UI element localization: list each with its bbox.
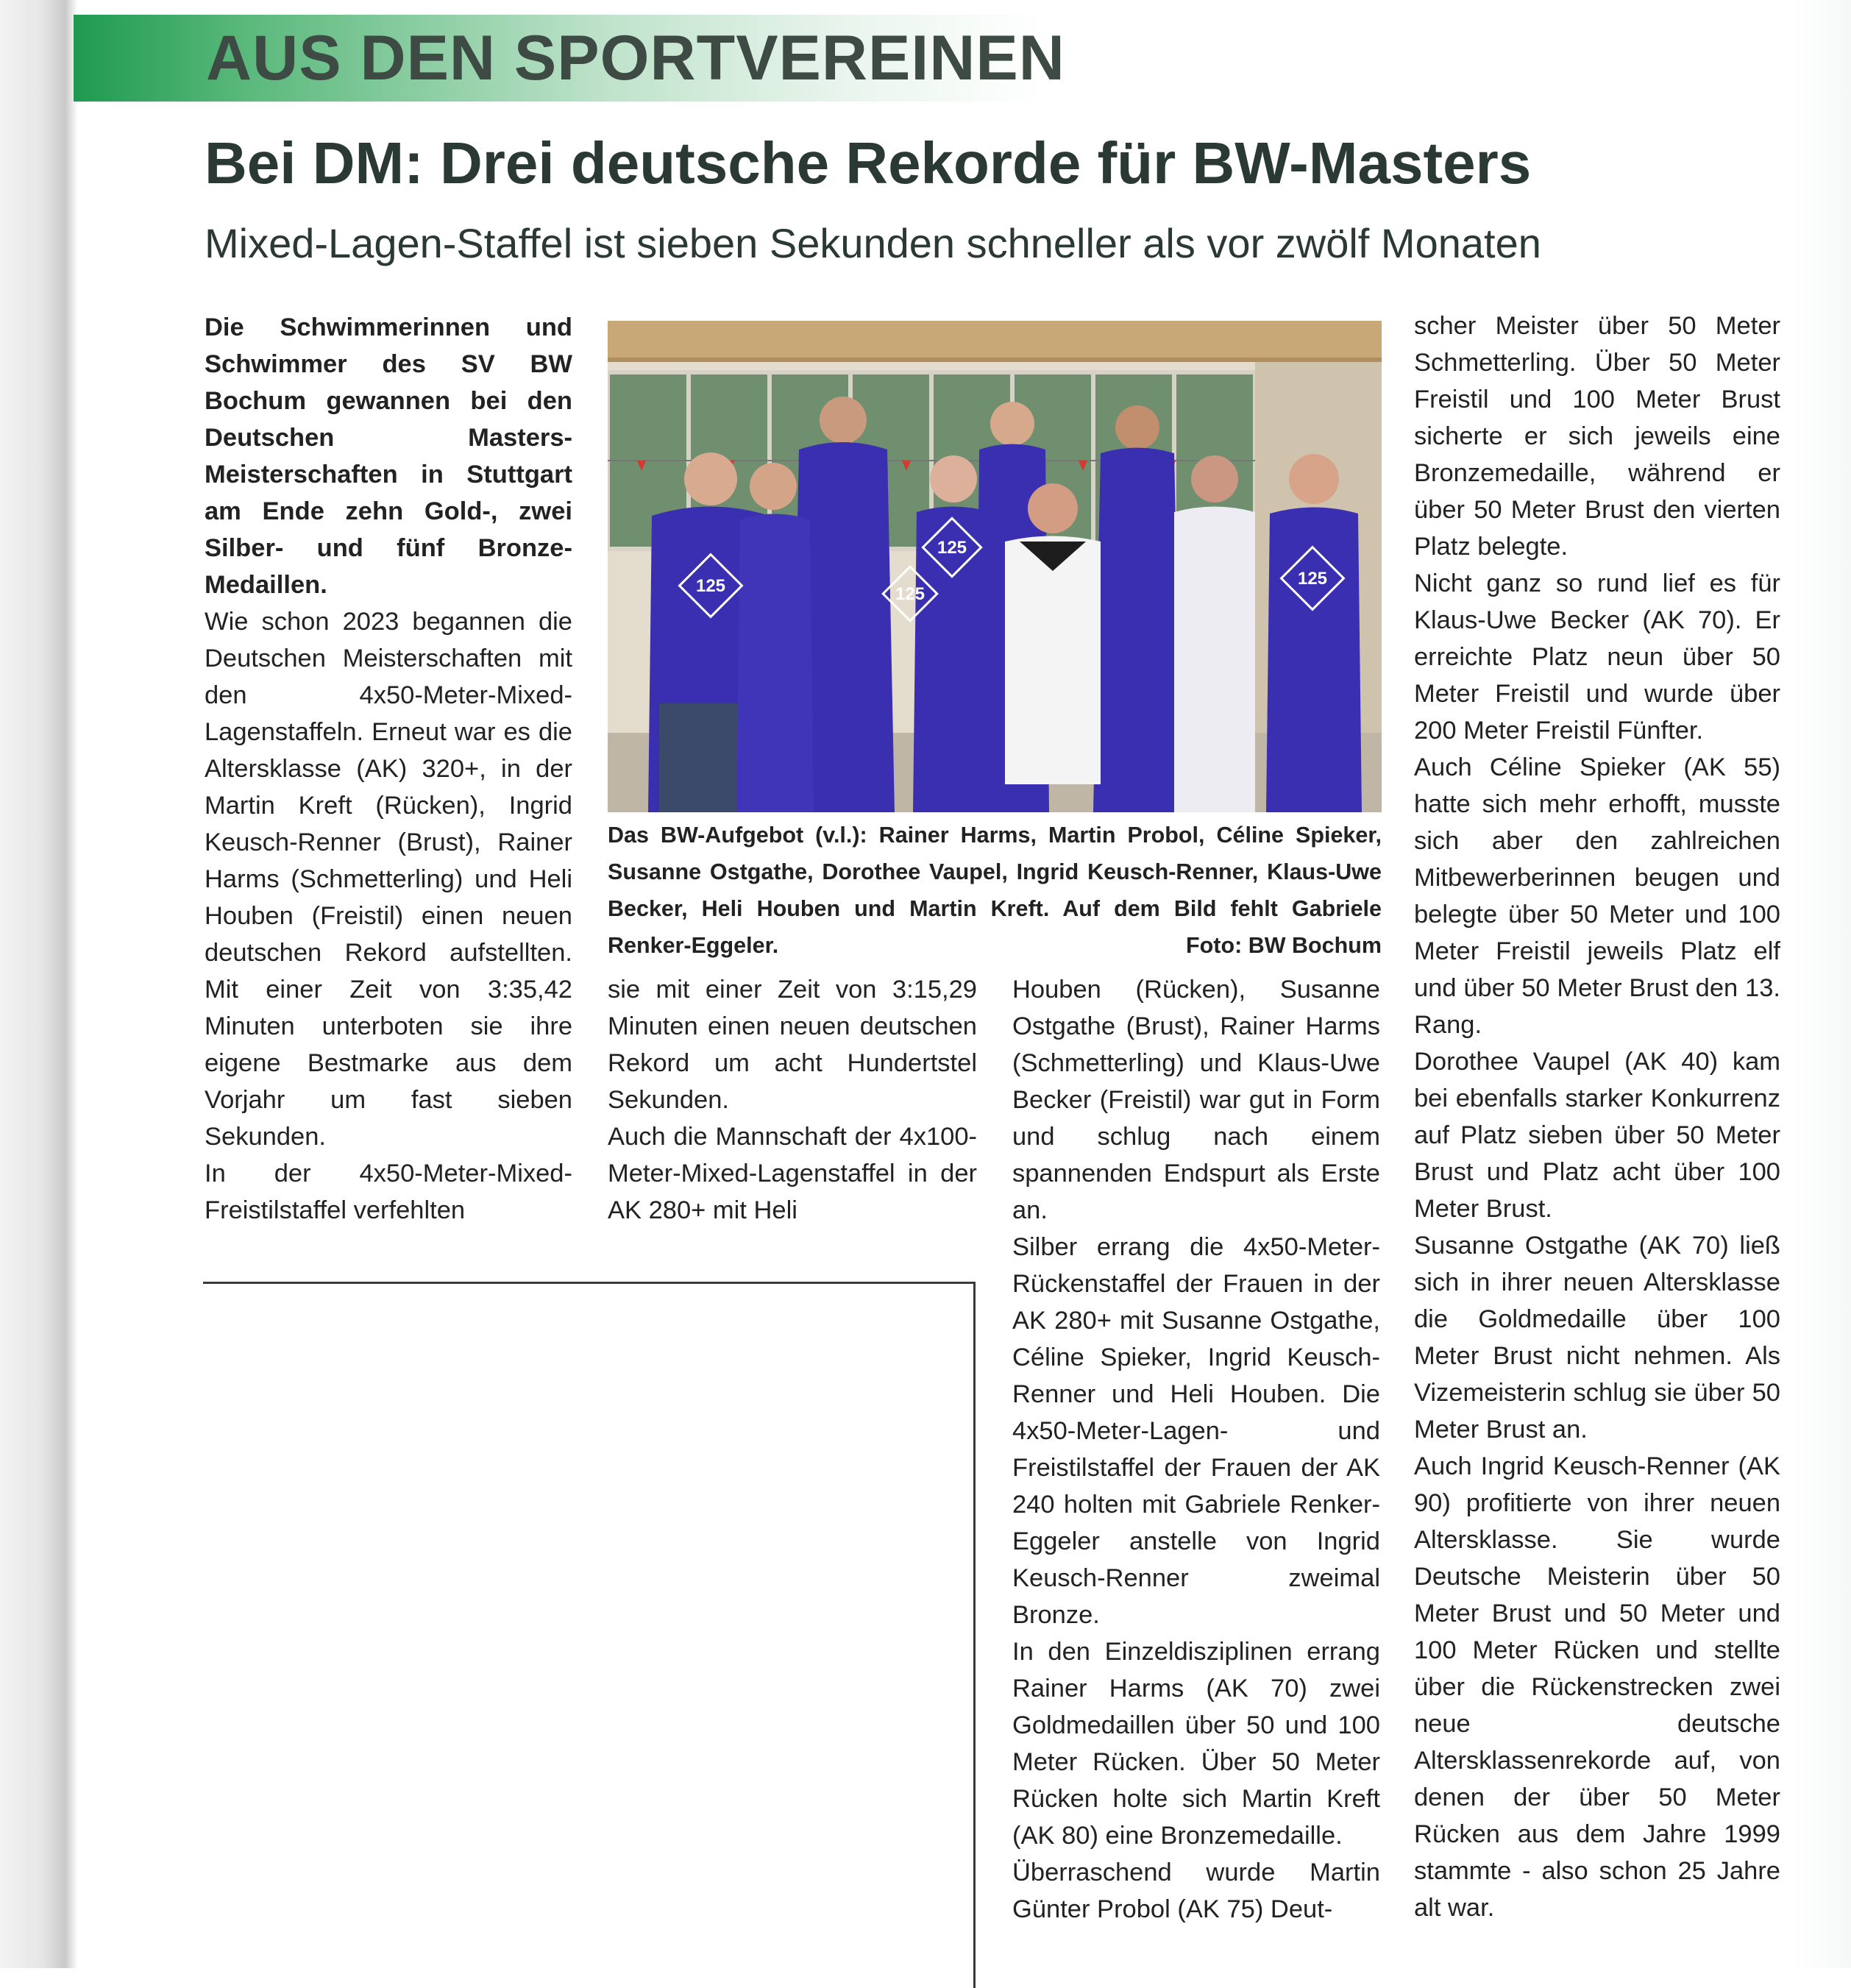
section-title: AUS DEN SPORTVEREINEN [206, 23, 1065, 93]
body-paragraph: Auch Ingrid Keusch-Renner (AK 90) profitierte von ihrer neuen Altersklasse. Sie wurde Deutsche Meisterin über 50 Meter Brust und 50 Meter und 100 Meter Rücken und stellte über die Rückenstrecken zwei neue deutsche Altersklassenrekorde auf, von denen der über 50 Meter Rücken aus dem Jahre 1999 stammte - also schon 25 Jahre alt war. [1414, 1452, 1780, 1922]
team-photo-illustration [608, 321, 1382, 812]
body-paragraph: Dorothee Vaupel (AK 40) kam bei ebenfalls starker Konkurrenz auf Platz sieben über 50 Meter Brust und Platz acht über 100 Meter Brust. [1414, 1048, 1780, 1223]
shirt-logo-text: 125 [895, 584, 926, 604]
article-headline: Bei DM: Drei deutsche Rekorde für BW-Masters [205, 130, 1532, 196]
shirt-logo-text: 125 [1297, 569, 1328, 589]
body-paragraph: sie mit einer Zeit von 3:15,29 Minuten einen neuen deutschen Rekord um acht Hundertstel Sekunden. [608, 976, 977, 1114]
caption-text: Das BW-Aufgebot (v.l.): Rainer Harms, Martin Probol, Céline Spieker, Susanne Ostgathe, Dorothee Vaupel, Ingrid Keusch-Renner, Klaus-Uwe Becker, Heli Houben und Martin Kreft. Auf dem Bild fehlt Gabriele Renker-Eggeler. [608, 823, 1382, 958]
team-photo [608, 321, 1382, 812]
body-paragraph: Auch Céline Spieker (AK 55) hatte sich mehr erhofft, musste sich aber den zahlreichen Mitbewerberinnen beugen und belegte über 50 Meter und 100 Meter Freistil jeweils Platz elf und über 50 Meter Brust den 13. Rang. [1414, 753, 1780, 1039]
body-paragraph: In der 4x50-Meter-Mixed-Freistilstaffel verfehlten [205, 1160, 572, 1224]
article-column-2 [608, 971, 977, 1229]
photo-caption [608, 817, 1382, 964]
body-paragraph: Auch die Mannschaft der 4x100-Meter-Mixed-Lagenstaffel in der AK 280+ mit Heli [608, 1123, 977, 1224]
body-paragraph: Silber errang die 4x50-Meter-Rückenstaffel der Frauen in der AK 280+ mit Susanne Ostgathe, Céline Spieker, Ingrid Keusch-Renner und Heli Houben. Die 4x50-Meter-Lagen- und Freistilstaffel der Frauen der AK 240 holten mit Gabriele Renker-Eggeler anstelle von Ingrid Keusch-Renner zweimal Bronze. [1012, 1233, 1380, 1629]
body-paragraph: Susanne Ostgathe (AK 70) ließ sich in ihrer neuen Altersklasse die Goldmedaille über 100 Meter Brust nicht nehmen. Als Vizemeisterin schlug sie über 50 Meter Brust an. [1414, 1232, 1780, 1444]
article-column-1 [205, 309, 572, 1229]
body-paragraph: Houben (Rücken), Susanne Ostgathe (Brust), Rainer Harms (Schmetterling) und Klaus-Uwe Becker (Freistil) war gut in Form und schlug nach einem spannenden Endspurt als Erste an. [1012, 976, 1380, 1224]
body-paragraph: In den Einzeldisziplinen errang Rainer Harms (AK 70) zwei Goldmedaillen über 50 und 100 Meter Rücken. Über 50 Meter Rücken holte sich Martin Kreft (AK 80) eine Bronzemedaille. [1012, 1638, 1380, 1850]
photo-credit: Foto: BW Bochum [1186, 933, 1382, 958]
body-paragraph: Nicht ganz so rund lief es für Klaus-Uwe Becker (AK 70). Er erreichte Platz neun über 50 Meter Freistil und wurde über 200 Meter Freistil Fünfter. [1414, 569, 1780, 745]
section-header [74, 15, 1065, 102]
page-edge [1792, 0, 1851, 1968]
lead-paragraph: Die Schwimmerinnen und Schwimmer des SV BW Bochum gewannen bei den Deutschen Masters-Meisterschaften in Stuttgart am Ende zehn Gold-, zwei Silber- und fünf Bronze-Medaillen. [205, 313, 572, 599]
article-column-3 [1012, 971, 1380, 1928]
shirt-logo-text: 125 [937, 538, 967, 558]
article-subheadline: Mixed-Lagen-Staffel ist sieben Sekunden schneller als vor zwölf Monaten [205, 220, 1541, 266]
scan-binding-shadow [0, 0, 77, 1968]
shirt-logo-text: 125 [695, 576, 726, 596]
body-paragraph: Wie schon 2023 begannen die Deutschen Meisterschaften mit den 4x50-Meter-Mixed-Lagenstaffeln. Erneut war es die Altersklasse (AK) 320+, in der Martin Kreft (Rücken), Ingrid Keusch-Renner (Brust), Rainer Harms (Schmetterling) und Heli Houben (Freistil) einen neuen deutschen Rekord aufstellten. Mit einer Zeit von 3:35,42 Minuten unterboten sie ihre eigene Bestmarke aus dem Vorjahr um fast sieben Sekunden. [205, 608, 572, 1151]
body-paragraph: scher Meister über 50 Meter Schmetterling. Über 50 Meter Freistil und 100 Meter Brust sicherte er sich jeweils eine Bronzemedaille, während er über 50 Meter Brust den vierten Platz belegte. [1414, 312, 1780, 561]
article-column-4 [1414, 308, 1780, 1926]
body-paragraph: Überraschend wurde Martin Günter Probol (AK 75) Deut- [1012, 1859, 1380, 1923]
blank-ad-frame [203, 1282, 976, 1988]
